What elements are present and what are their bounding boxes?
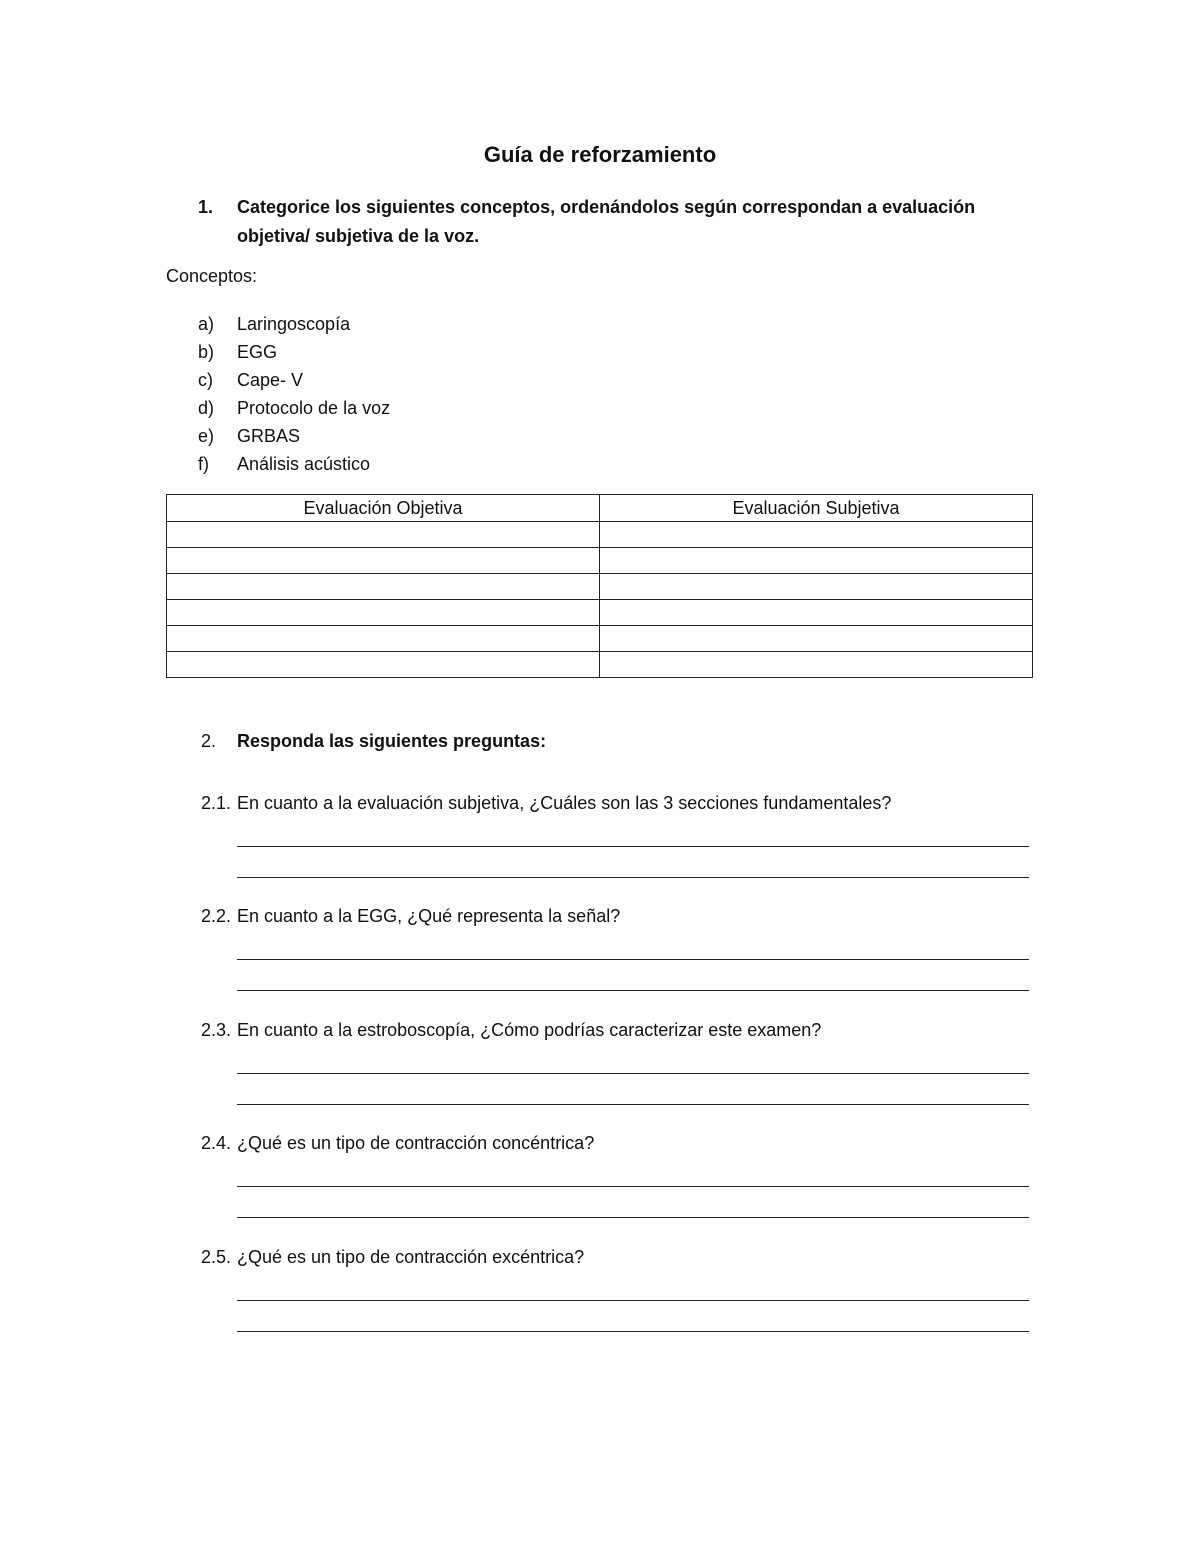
concept-letter: f) [198, 454, 209, 474]
table-cell-subjective[interactable] [600, 652, 1033, 678]
concept-text: Laringoscopía [237, 314, 351, 334]
table-cell-subjective[interactable] [600, 574, 1033, 600]
concept-letter: c) [198, 370, 213, 390]
page-title: Guía de reforzamiento [483, 142, 717, 167]
table-cell-subjective[interactable] [600, 600, 1033, 626]
sub-question-2-4 [201, 1130, 1031, 1218]
list-item [198, 394, 390, 422]
table-cell-objective[interactable] [167, 574, 600, 600]
header-subjective: Evaluación Subjetiva [600, 495, 1033, 522]
concept-text: Cape- V [237, 370, 304, 390]
table-row [167, 548, 1033, 574]
table-cell-subjective[interactable] [600, 522, 1033, 548]
question-2-text: Responda las siguientes preguntas: [237, 731, 547, 751]
concept-list [198, 310, 390, 478]
concept-text: Análisis acústico [237, 454, 371, 474]
table-header-row [167, 495, 1033, 522]
question-2 [201, 731, 546, 752]
concept-letter: d) [198, 398, 215, 418]
sub-question-text: ¿Qué es un tipo de contracción concéntrica? [237, 1133, 595, 1153]
sub-question-number: 2.1. [201, 793, 232, 813]
sub-question-number: 2.3. [201, 1020, 232, 1040]
answer-line[interactable] [237, 1301, 1029, 1332]
sub-question-2-5 [201, 1244, 1031, 1332]
sub-question-number: 2.4. [201, 1133, 232, 1153]
concept-letter: b) [198, 342, 215, 362]
list-item [198, 338, 390, 366]
answer-line[interactable] [237, 1074, 1029, 1105]
answer-line[interactable] [237, 1187, 1029, 1218]
concept-text: GRBAS [237, 426, 301, 446]
sub-question-text: En cuanto a la estroboscopía, ¿Cómo podrías caracterizar este examen? [237, 1020, 822, 1040]
table-cell-objective[interactable] [167, 548, 600, 574]
sub-question-text: En cuanto a la EGG, ¿Qué representa la señal? [237, 906, 621, 926]
list-item [198, 310, 390, 338]
table-row [167, 626, 1033, 652]
sub-question-2-3 [201, 1017, 1031, 1105]
table-cell-subjective[interactable] [600, 626, 1033, 652]
sub-question-number: 2.5. [201, 1247, 232, 1267]
table-row [167, 652, 1033, 678]
table-cell-objective[interactable] [167, 600, 600, 626]
header-objective: Evaluación Objetiva [167, 495, 600, 522]
answer-line[interactable] [237, 960, 1029, 991]
sub-question-number: 2.2. [201, 906, 232, 926]
list-item [198, 366, 390, 394]
answer-line[interactable] [237, 1043, 1029, 1074]
question-1 [198, 193, 1018, 251]
list-item [198, 450, 390, 478]
table-cell-objective[interactable] [167, 522, 600, 548]
concept-text: Protocolo de la voz [237, 398, 391, 418]
table-row [167, 574, 1033, 600]
concept-text: EGG [237, 342, 278, 362]
answer-line[interactable] [237, 1156, 1029, 1187]
answer-line[interactable] [237, 816, 1029, 847]
answer-line[interactable] [237, 929, 1029, 960]
table-cell-objective[interactable] [167, 626, 600, 652]
evaluation-table [166, 494, 1033, 678]
concepts-label: Conceptos: [166, 266, 258, 286]
sub-question-2-1 [201, 790, 1031, 878]
question-1-text: Categorice los siguientes conceptos, ordenándolos según correspondan a evaluación objetiva/ subjetiva de la voz. [237, 197, 976, 246]
table-row [167, 522, 1033, 548]
sub-question-2-2 [201, 903, 1031, 991]
concept-letter: a) [198, 314, 215, 334]
sub-question-text: En cuanto a la evaluación subjetiva, ¿Cuáles son las 3 secciones fundamentales? [237, 793, 892, 813]
table-cell-subjective[interactable] [600, 548, 1033, 574]
list-item [198, 422, 390, 450]
concept-letter: e) [198, 426, 215, 446]
table-row [167, 600, 1033, 626]
answer-line[interactable] [237, 847, 1029, 878]
question-2-number: 2. [201, 731, 217, 751]
table-cell-objective[interactable] [167, 652, 600, 678]
answer-line[interactable] [237, 1270, 1029, 1301]
sub-question-text: ¿Qué es un tipo de contracción excéntrica? [237, 1247, 585, 1267]
question-1-number: 1. [198, 197, 214, 217]
